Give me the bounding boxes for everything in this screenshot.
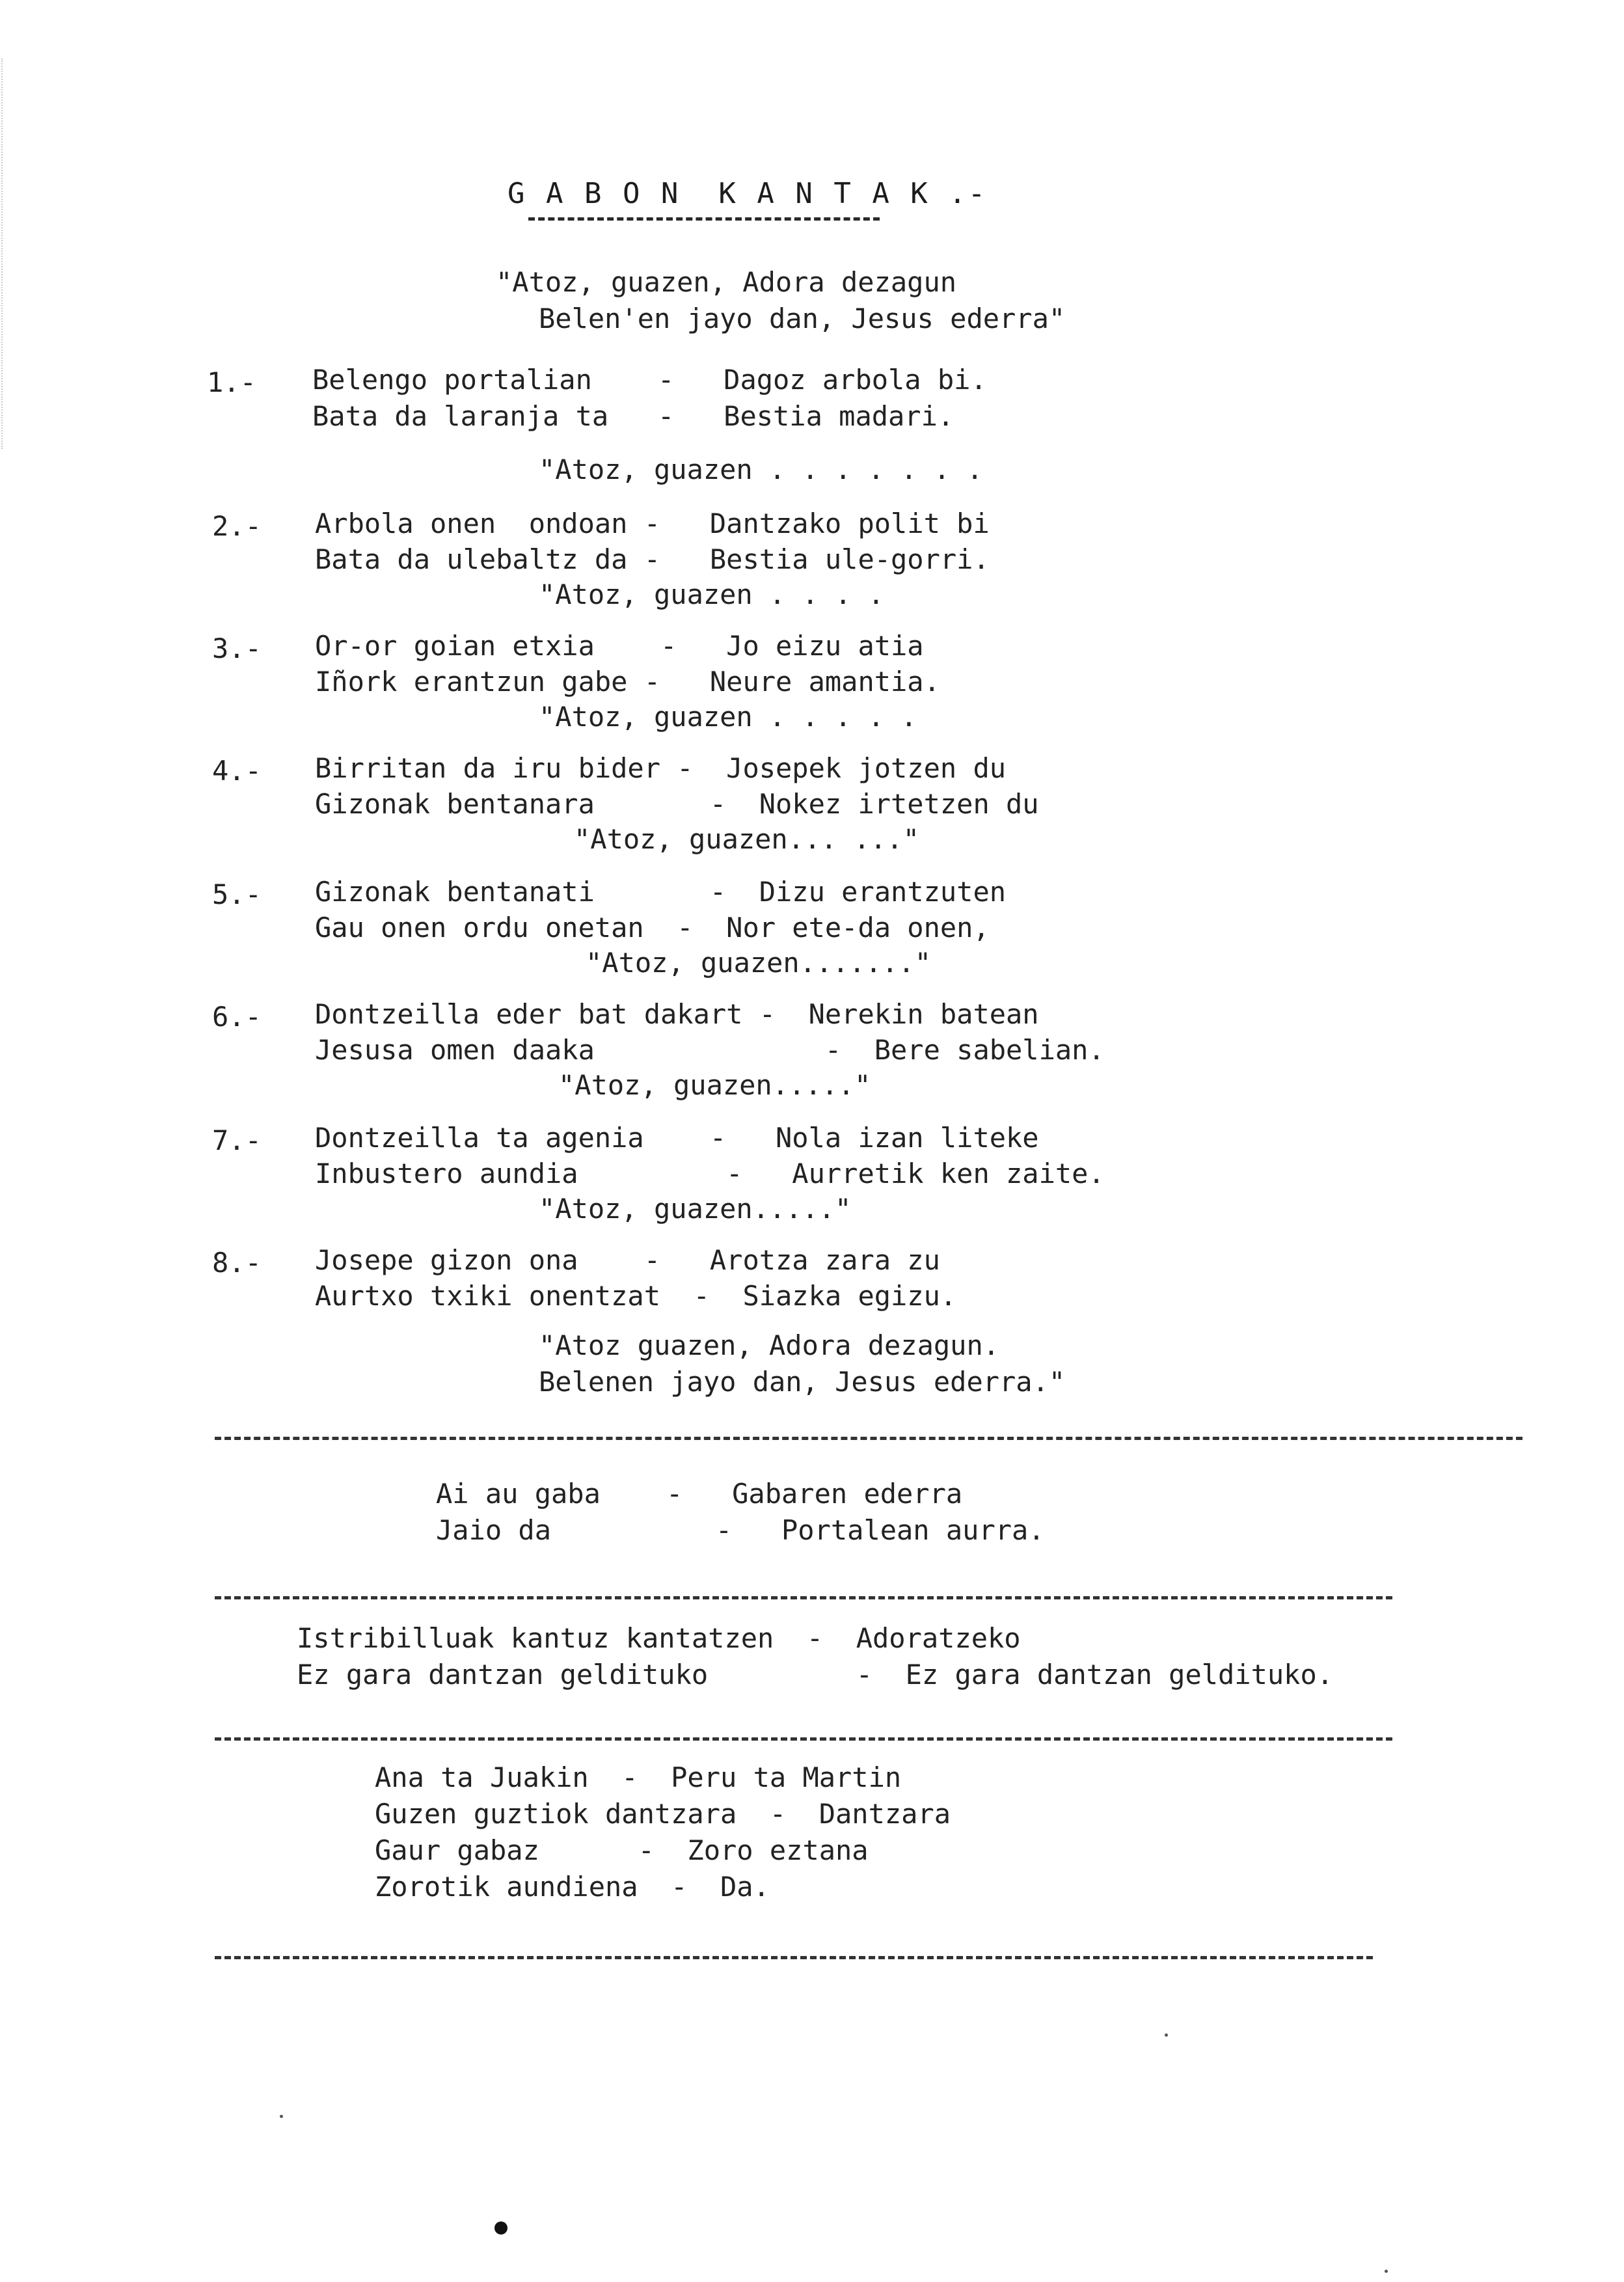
verse-refrain: "Atoz, guazen......." xyxy=(586,947,932,979)
verse-refrain: "Atoz, guazen . . . . xyxy=(539,578,885,610)
intro-chorus-line-2: Belen'en jayo dan, Jesus ederra" xyxy=(539,303,1066,334)
scan-speck xyxy=(1385,2270,1388,2273)
section-line: Ai au gaba - Gabaren ederra xyxy=(436,1478,963,1510)
verse-refrain: "Atoz, guazen....." xyxy=(539,1193,852,1225)
verse-refrain: "Atoz, guazen... ..." xyxy=(574,823,920,855)
section-separator xyxy=(215,1956,1373,1959)
section-line: Istribilluak kantuz kantatzen - Adoratzeko xyxy=(297,1622,1021,1654)
verse-line: Arbola onen ondoan - Dantzako polit bi xyxy=(315,508,990,539)
verse-line: Gizonak bentanara - Nokez irtetzen du xyxy=(315,788,1039,820)
closing-chorus-line-2: Belenen jayo dan, Jesus ederra." xyxy=(539,1366,1066,1398)
verse-line: Iñork erantzun gabe - Neure amantia. xyxy=(315,666,940,698)
section-separator xyxy=(215,1737,1392,1741)
verse-refrain: "Atoz, guazen . . . . . xyxy=(539,701,917,733)
verse-line: Gau onen ordu onetan - Nor ete-da onen, xyxy=(315,912,990,944)
verse-line: Gizonak bentanati - Dizu erantzuten xyxy=(315,876,1007,908)
section-line: Gaur gabaz - Zoro eztana xyxy=(375,1834,869,1866)
verse-line: Dontzeilla ta agenia - Nola izan liteke xyxy=(315,1122,1039,1154)
section-line: Ez gara dantzan geldituko - Ez gara dantzan geldituko. xyxy=(297,1659,1334,1691)
title-underline xyxy=(528,217,880,221)
section-line: Zorotik aundiena - Da. xyxy=(375,1871,770,1903)
verse-line: Birritan da iru bider - Josepek jotzen du xyxy=(315,752,1007,784)
verse-refrain: "Atoz, guazen . . . . . . . xyxy=(539,454,983,485)
scan-speck xyxy=(280,2115,283,2118)
verse-line: Bata da ulebaltz da - Bestia ule-gorri. xyxy=(315,543,990,575)
verse-line: Belengo portalian - Dagoz arbola bi. xyxy=(312,364,987,396)
verse-line: Jesusa omen daaka - Bere sabelian. xyxy=(315,1034,1105,1066)
verse-line: Aurtxo txiki onentzat - Siazka egizu. xyxy=(315,1280,957,1312)
scan-margin-line xyxy=(1,59,3,449)
verse-line: Dontzeilla eder bat dakart - Nerekin batean xyxy=(315,998,1039,1030)
section-separator xyxy=(215,1437,1522,1440)
verse-line: Bata da laranja ta - Bestia madari. xyxy=(312,400,954,432)
verse-line: Inbustero aundia - Aurretik ken zaite. xyxy=(315,1158,1105,1189)
ink-dot xyxy=(494,2221,508,2234)
verse-number: 7.- xyxy=(212,1124,262,1156)
verse-number: 3.- xyxy=(212,632,262,664)
verse-line: Josepe gizon ona - Arotza zara zu xyxy=(315,1244,940,1276)
scan-speck xyxy=(1165,2033,1168,2037)
closing-chorus-line-1: "Atoz guazen, Adora dezagun. xyxy=(539,1329,1000,1361)
verse-number: 2.- xyxy=(212,510,262,542)
verse-number: 8.- xyxy=(212,1247,262,1279)
verse-number: 6.- xyxy=(212,1001,262,1033)
intro-chorus-line-1: "Atoz, guazen, Adora dezagun xyxy=(496,266,957,298)
page-title: G A B O N K A N T A K .- xyxy=(508,177,988,210)
verse-number: 5.- xyxy=(212,878,262,910)
verse-refrain: "Atoz, guazen....." xyxy=(558,1069,871,1101)
section-line: Guzen guztiok dantzara - Dantzara xyxy=(375,1798,951,1830)
section-line: Jaio da - Portalean aurra. xyxy=(436,1514,1045,1546)
verse-line: Or-or goian etxia - Jo eizu atia xyxy=(315,630,924,662)
section-line: Ana ta Juakin - Peru ta Martin xyxy=(375,1761,902,1793)
section-separator xyxy=(215,1596,1392,1599)
verse-number: 4.- xyxy=(212,755,262,787)
verse-number: 1.- xyxy=(207,366,256,398)
